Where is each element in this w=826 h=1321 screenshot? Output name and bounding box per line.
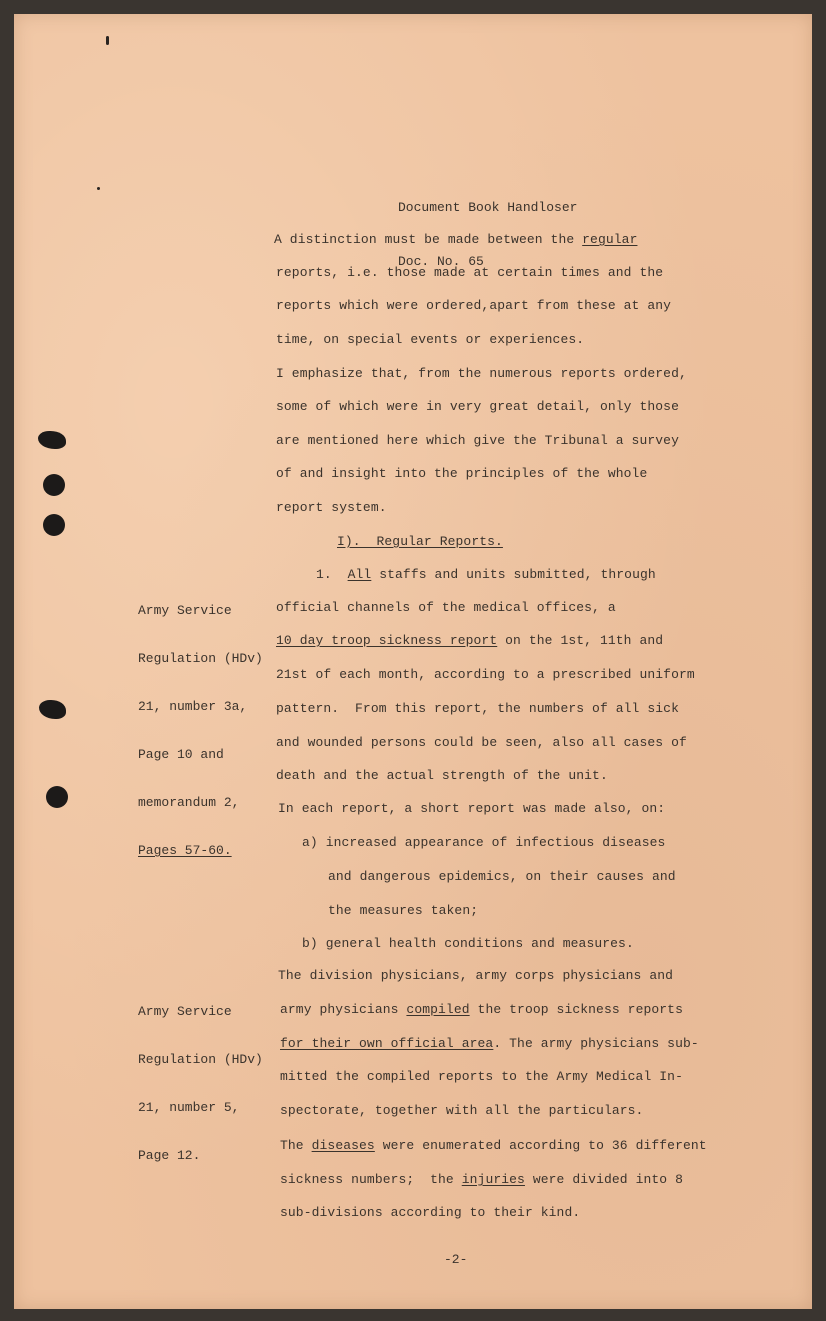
body-line: 10 day troop sickness report on the 1st, 11th and <box>276 633 664 648</box>
underlined-term: injuries <box>461 1172 525 1187</box>
body-line: mitted the compiled reports to the Army Medical In- <box>280 1069 683 1084</box>
body-line: 1. All staffs and units submitted, through <box>316 567 656 582</box>
list-item-b: b) general health conditions and measures. <box>302 936 634 951</box>
underlined-term: 10 day troop sickness report <box>276 633 498 648</box>
body-line: official channels of the medical offices, a <box>276 600 616 615</box>
body-line: for their own official area. The army physicians sub- <box>280 1036 699 1051</box>
body-line: sickness numbers; the injuries were divided into 8 <box>280 1172 683 1187</box>
body-line: and wounded persons could be seen, also all cases of <box>276 735 687 750</box>
ink-speck <box>97 187 100 190</box>
section-heading: I). Regular Reports. <box>337 534 503 549</box>
list-item-a-cont: the measures taken; <box>328 903 479 918</box>
body-line: army physicians compiled the troop sickness reports <box>280 1002 683 1017</box>
header-doc-number: Doc. No. 65 <box>398 254 484 269</box>
body-line: report system. <box>276 500 387 515</box>
body-line: The division physicians, army corps physicians and <box>278 968 674 983</box>
body-line: time, on special events or experiences. <box>276 332 585 347</box>
body-line: reports which were ordered,apart from these at any <box>276 298 672 313</box>
underlined-term: All <box>347 567 372 582</box>
list-item-a-cont: and dangerous epidemics, on their causes and <box>328 869 676 884</box>
underlined-term: compiled <box>406 1002 470 1017</box>
body-line: spectorate, together with all the particulars. <box>280 1103 644 1118</box>
body-line: death and the actual strength of the unit. <box>276 768 608 783</box>
page-number: -2- <box>444 1252 468 1267</box>
list-item-a: a) increased appearance of infectious diseases <box>302 835 666 850</box>
margin-note-1: Army Service Regulation (HDv) 21, number 3a, Page 10 and memorandum 2, Pages 57-60. <box>138 603 263 858</box>
underlined-term: regular <box>582 232 638 247</box>
underlined-term: diseases <box>311 1138 375 1153</box>
body-line: pattern. From this report, the numbers of all sick <box>276 701 679 716</box>
body-line: are mentioned here which give the Tribunal a survey <box>276 433 679 448</box>
body-line: A distinction must be made between the regular <box>274 232 638 247</box>
punch-hole <box>43 474 65 496</box>
header-title: Document Book Handloser <box>398 200 578 215</box>
ink-speck <box>106 36 109 45</box>
underlined-term: for their own official area <box>280 1036 494 1051</box>
punch-hole <box>43 514 65 536</box>
body-line: reports, i.e. those made at certain times and the <box>276 265 664 280</box>
body-line: The diseases were enumerated according to 36 different <box>280 1138 707 1153</box>
body-line: of and insight into the principles of the whole <box>276 466 648 481</box>
body-line: 21st of each month, according to a prescribed uniform <box>276 667 695 682</box>
body-line: I emphasize that, from the numerous reports ordered, <box>276 366 687 381</box>
punch-hole <box>46 786 68 808</box>
body-line: In each report, a short report was made also, on: <box>278 801 666 816</box>
body-line: sub-divisions according to their kind. <box>280 1205 581 1220</box>
margin-note-2: Army Service Regulation (HDv) 21, number 5, Page 12. <box>138 1004 263 1163</box>
body-line: some of which were in very great detail, only those <box>276 399 679 414</box>
